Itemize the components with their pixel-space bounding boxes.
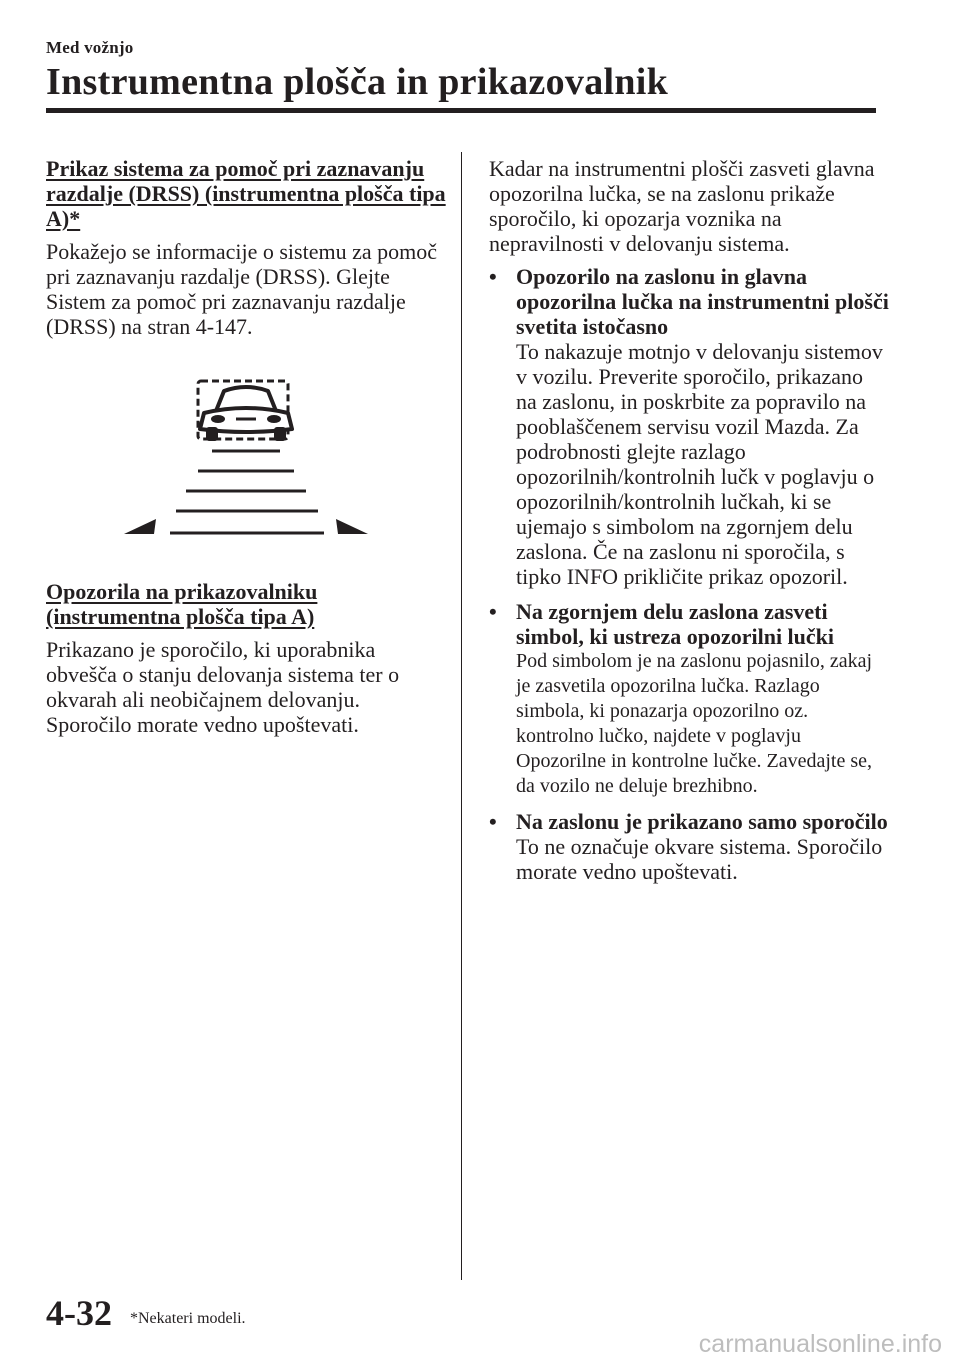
title-rule <box>46 108 876 113</box>
intro-paragraph: Kadar na instrumentni plošči zasveti glavna opozorilna lučka, se na zaslonu prikaže sporočilo, ki opozarja voznika na nepravilnosti v delovanju sistema. <box>489 156 875 256</box>
bullet-text: To ne označuje okvare sistema. Sporočilo morate vedno upoštevati. <box>516 834 883 884</box>
left-column <box>46 156 446 745</box>
bullet-text: Pod simbolom je na zaslonu pojasnilo, zakaj je zasvetila opozorilna lučka. Razlago simbola, ki ponazarja opozorilno oz. kontrolno lučko, najdete v poglavju Opozorilne in kontrolne lučke. Zavedajte se, da vozilo ne deluje brezhibno. <box>516 650 873 797</box>
bullet-item <box>489 264 889 589</box>
footnote: *Nekateri modeli. <box>130 1310 246 1327</box>
bullet-title: Na zgornjem delu zaslona zasveti simbol, ki ustreza opozorilni lučki <box>516 599 835 649</box>
bullet-title: Opozorilo na zaslonu in glavna opozorilna lučka na instrumentni plošči svetita istočasno <box>516 264 889 339</box>
right-column <box>489 156 889 894</box>
page-title: Instrumentna plošča in prikazovalnik <box>46 61 669 103</box>
drss-heading: Prikaz sistema za pomoč pri zaznavanju razdalje (DRSS) (instrumentna plošča tipa A)* <box>46 156 446 231</box>
drss-paragraph: Pokažejo se informacije o sistemu za pomoč pri zaznavanju razdalje (DRSS). Glejte Sistem za pomoč pri zaznavanju razdalje (DRSS) na stran 4-147. <box>46 239 437 339</box>
bullet-dot: • <box>489 809 497 834</box>
page-number: 4-32 <box>46 1293 112 1333</box>
bullet-dot: • <box>489 599 497 624</box>
bullet-title: Na zaslonu je prikazano samo sporočilo <box>516 809 888 834</box>
column-divider <box>461 152 462 1280</box>
bullet-item <box>489 809 889 884</box>
watermark: carmanualsonline.info <box>698 1330 942 1358</box>
drss-car-distance-icon <box>46 359 446 539</box>
warnings-paragraph: Prikazano je sporočilo, ki uporabnika obvešča o stanju delovanja sistema ter o okvarah ali neobičajnem delovanju. Sporočilo morate vedno upoštevati. <box>46 637 400 737</box>
drss-figure <box>46 359 446 539</box>
section-label: Med vožnjo <box>46 38 134 57</box>
bullet-text: To nakazuje motnjo v delovanju sistemov v vozilu. Preverite sporočilo, prikazano na zaslonu, in poskrbite za popravilo na pooblaščenem servisu vozil Mazda. Za podrobnosti glejte razlago opozorilnih/kontrolnih lučk v poglavju o opozorilnih/kontrolnih lučkah, ki se ujemajo s simbolom na zgornjem delu zaslona. Če na zaslonu ni sporočila, s tipko INFO prikličite prikaz opozoril. <box>516 339 883 589</box>
warnings-heading: Opozorila na prikazovalniku (instrumentna plošča tipa A) <box>46 579 318 629</box>
bullet-dot: • <box>489 264 497 289</box>
bullet-item <box>489 599 889 799</box>
